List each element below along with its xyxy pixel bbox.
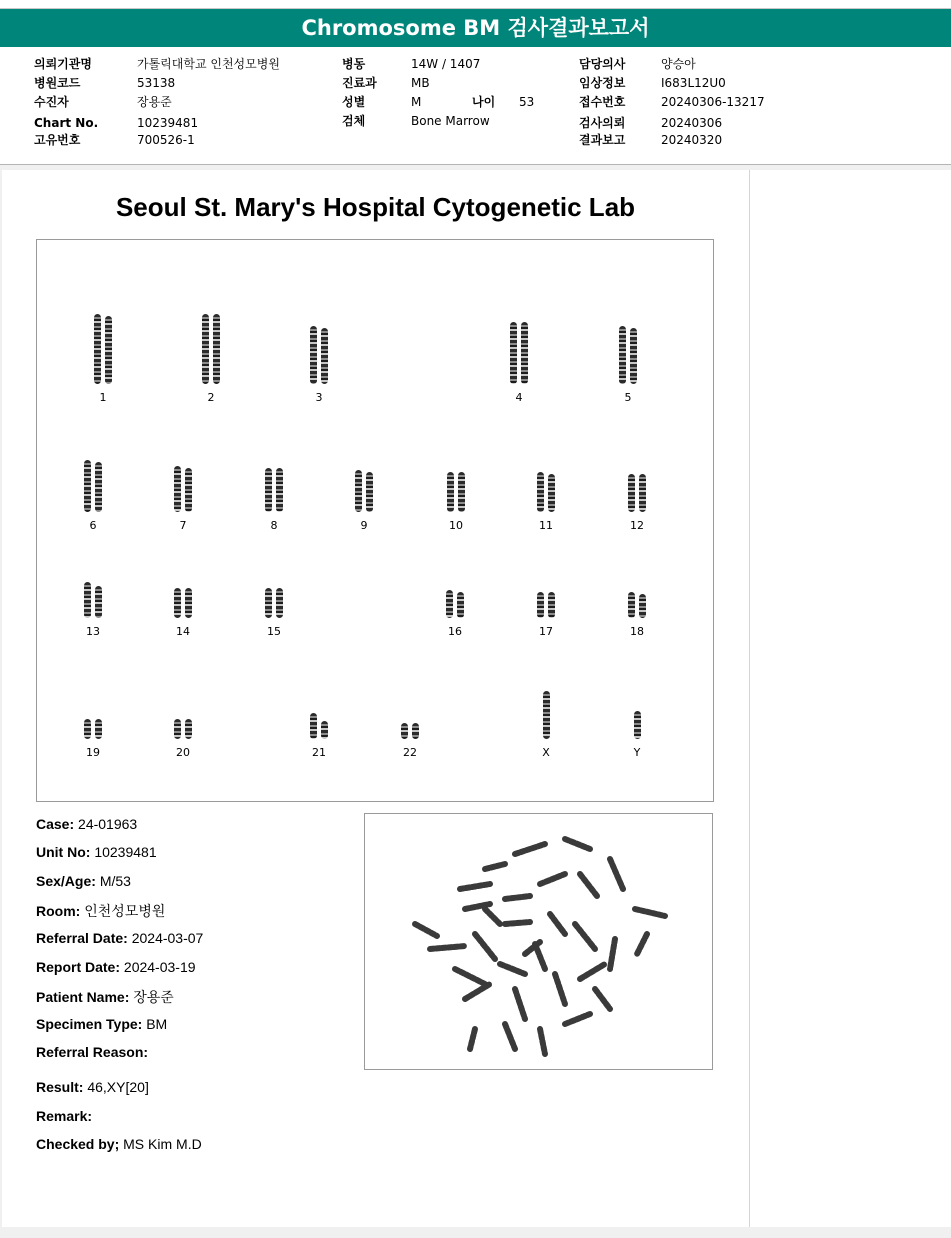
field-report-date: Report Date: 2024-03-19 [36,959,196,975]
info-label: 의뢰기관명 [34,57,92,71]
chromosome-pair-11: 11 [516,440,576,532]
report-page [2,170,750,1227]
chromosome-pair-13: 13 [63,546,123,638]
chromosome-pair-15: 15 [244,546,304,638]
info-label: 임상정보 [579,76,626,90]
field-referral-reason: Referral Reason: [36,1044,149,1060]
info-label: 성별 [342,95,366,109]
chromosome-pair-18: 18 [607,546,667,638]
info-value: Bone Marrow [411,114,490,128]
info-value: 53138 [137,76,176,90]
chromosome-pair-21: 21 [289,667,349,759]
chromosome-pair-9: 9 [334,440,394,532]
chromosome-pair-17: 17 [516,546,576,638]
info-label: Chart No. [34,116,99,130]
top-strip [0,0,951,9]
field-room: Room: 인천성모병원 [36,903,166,919]
info-value: 20240306-13217 [661,95,765,109]
info-value: M [411,95,422,109]
chromosome-pair-1: 1 [73,312,133,404]
info-label: 진료과 [342,76,377,90]
field-unit-no: Unit No: 10239481 [36,844,157,860]
chromosome-pair-14: 14 [153,546,213,638]
chromosome-y: Y [607,667,667,759]
info-value: 10239481 [137,116,199,130]
field-result: Result: 46,XY[20] [36,1079,149,1095]
info-label: 병동 [342,57,366,71]
chromosome-pair-4: 4 [489,312,549,404]
field-specimen-type: Specimen Type: BM [36,1016,168,1032]
field-remark: Remark: [36,1108,93,1124]
info-value: 장용준 [137,95,172,109]
info-label: 검체 [342,114,366,128]
report-title: Chromosome BM 검사결과보고서 [0,9,951,47]
info-label: 수진자 [34,95,69,109]
info-value: 14W / 1407 [411,57,481,71]
lab-title: Seoul St. Mary's Hospital Cytogenetic Lab [115,192,636,222]
chromosome-pair-8: 8 [244,440,304,532]
info-value: MB [411,76,430,90]
info-value: 53 [519,95,535,109]
info-value: 양승아 [661,57,696,71]
info-value: 20240306 [661,116,723,130]
field-checked-by: Checked by; MS Kim M.D [36,1136,202,1152]
info-label: 고유번호 [34,133,81,147]
chromosome-pair-3: 3 [289,312,349,404]
info-label: 담당의사 [579,57,626,71]
chromosome-pair-12: 12 [607,440,667,532]
chromosome-pair-19: 19 [63,667,123,759]
chromosome-x: X [516,667,576,759]
info-label: 결과보고 [579,133,626,147]
info-value: 700526-1 [137,133,195,147]
patient-info-panel [0,47,951,165]
info-label: 검사의뢰 [579,116,626,130]
chromosome-pair-5: 5 [598,312,658,404]
karyogram [36,239,714,802]
info-value: 20240320 [661,133,723,147]
chromosome-pair-20: 20 [153,667,213,759]
chromosome-pair-22: 22 [380,667,440,759]
chromosome-pair-16: 16 [425,546,485,638]
field-patient-name: Patient Name: 장용준 [36,989,174,1005]
chromosome-pair-2: 2 [181,312,241,404]
field-sex-age: Sex/Age: M/53 [36,873,131,889]
metaphase-image [364,813,713,1070]
info-label: 병원코드 [34,76,81,90]
info-label: 나이 [472,95,496,109]
chromosome-pair-7: 7 [153,440,213,532]
chromosome-pair-10: 10 [426,440,486,532]
field-referral-date: Referral Date: 2024-03-07 [36,930,204,946]
info-label: 접수번호 [579,95,626,109]
right-pane [750,170,951,1227]
info-value: 가톨릭대학교 인천성모병원 [137,57,280,71]
info-value: I683L12U0 [661,76,726,90]
field-case: Case: 24-01963 [36,816,138,832]
chromosome-pair-6: 6 [63,440,123,532]
metaphase-spread [365,814,712,1069]
